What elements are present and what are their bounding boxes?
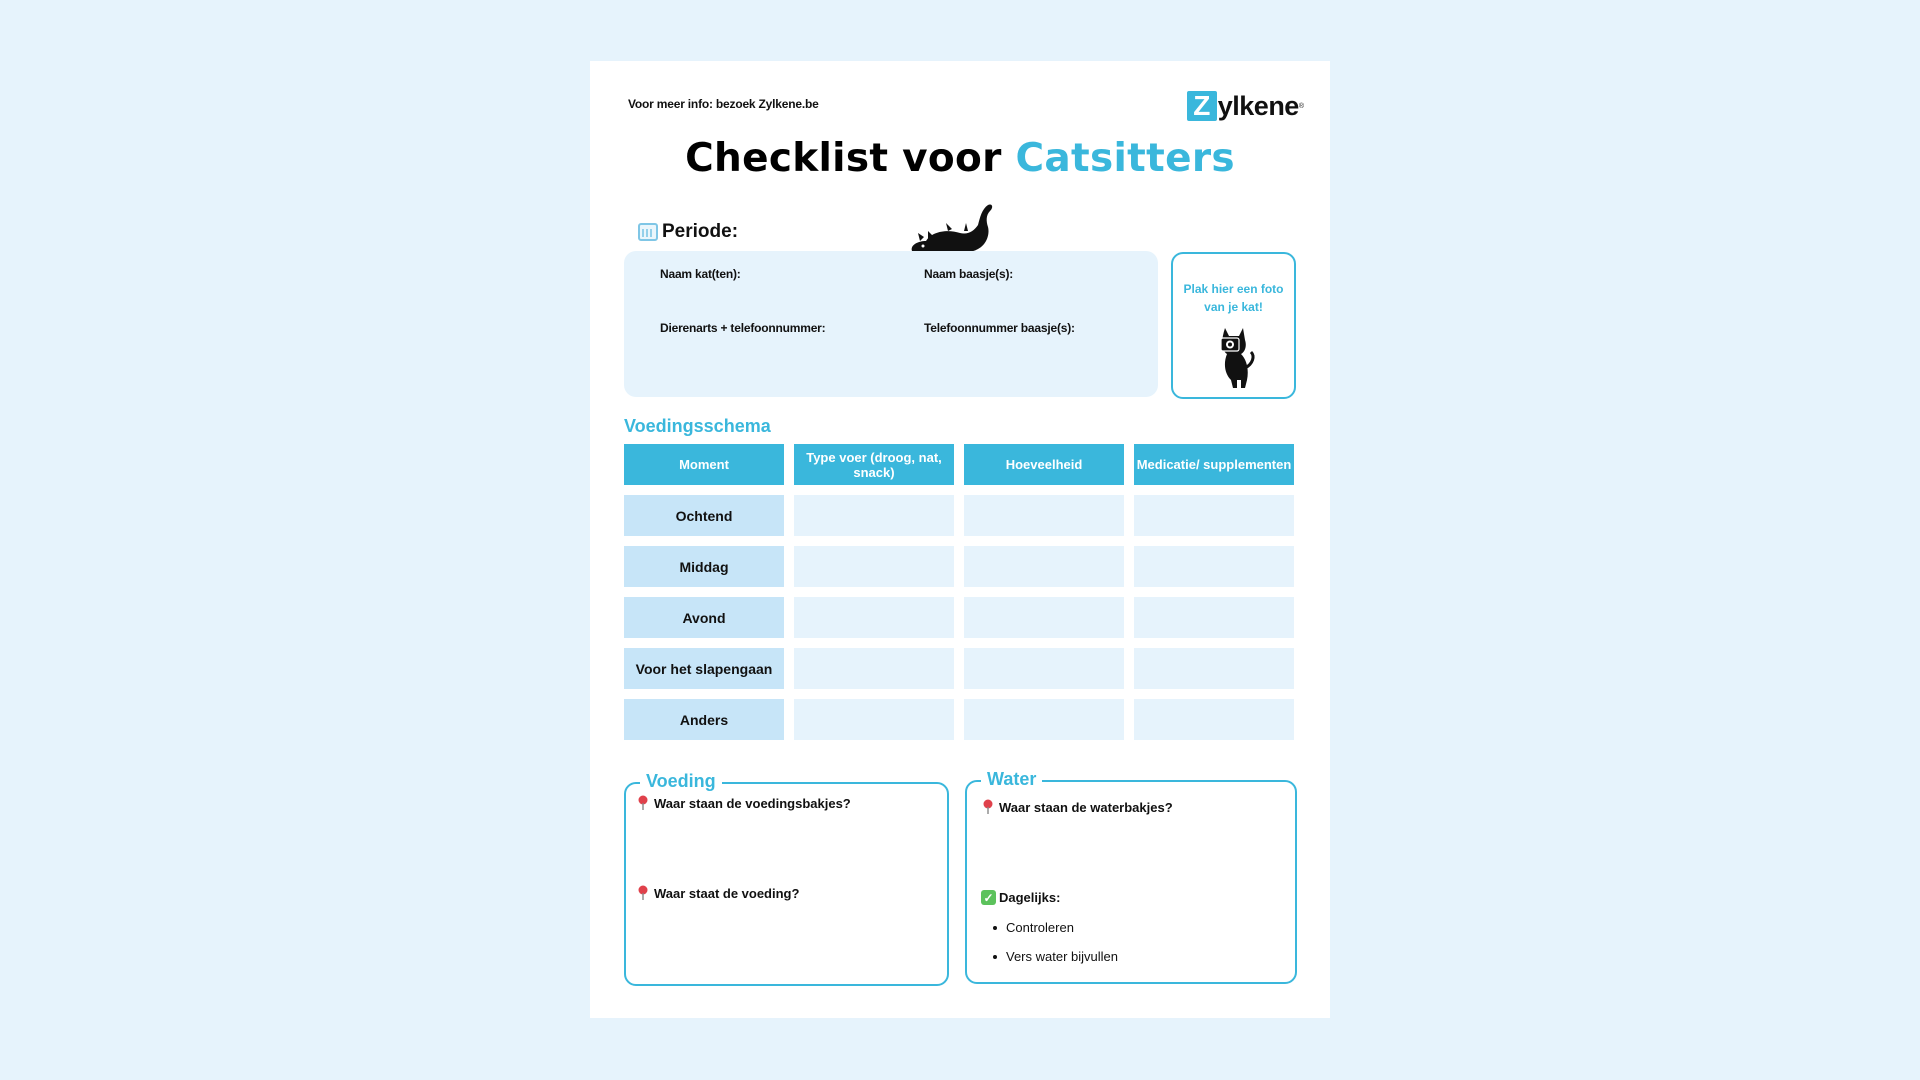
row-label-noon: Middag <box>624 546 784 587</box>
table-cell[interactable] <box>794 597 954 638</box>
cat-info-box <box>624 251 1158 397</box>
table-cell[interactable] <box>1134 495 1294 536</box>
periode-heading <box>638 221 738 243</box>
voeding-question-1-text: Waar staan de voedingsbakjes? <box>654 795 851 811</box>
table-row <box>624 699 1297 740</box>
table-cell[interactable] <box>1134 546 1294 587</box>
voeding-question-2 <box>636 885 799 901</box>
checkmark-icon: ✓ <box>981 890 996 905</box>
daily-heading <box>981 890 1060 905</box>
photo-line-2: van je kat! <box>1204 300 1263 314</box>
logo-text: ylkene <box>1217 90 1299 121</box>
table-row <box>624 546 1297 587</box>
table-cell[interactable] <box>1134 648 1294 689</box>
table-row <box>624 597 1297 638</box>
voeding-question-2-text: Waar staat de voeding? <box>654 885 800 901</box>
header-amount: Hoeveelheid <box>964 444 1124 485</box>
table-cell[interactable] <box>794 546 954 587</box>
header-moment: Moment <box>624 444 784 485</box>
daily-label: Dagelijks: <box>999 890 1061 905</box>
table-cell[interactable] <box>1134 699 1294 740</box>
table-cell[interactable] <box>964 648 1124 689</box>
cat-name-label: Naam kat(ten): <box>660 267 741 281</box>
header-food-type: Type voer (droog, nat, snack) <box>794 444 954 485</box>
zylkene-logo <box>1187 89 1304 123</box>
checklist-page <box>590 61 1330 1018</box>
table-cell[interactable] <box>964 495 1124 536</box>
table-row <box>624 648 1297 689</box>
table-cell[interactable] <box>964 597 1124 638</box>
table-cell[interactable] <box>964 699 1124 740</box>
pin-icon <box>981 799 995 815</box>
title-part2: Catsitters <box>1015 136 1235 181</box>
logo-letter: Z <box>1187 91 1217 121</box>
cat-with-camera-illustration <box>1211 324 1257 390</box>
voeding-card <box>624 771 949 986</box>
row-label-other: Anders <box>624 699 784 740</box>
owner-name-label: Naam baasje(s): <box>924 267 1014 281</box>
periode-label: Periode: <box>662 221 739 242</box>
row-label-bedtime: Voor het slapengaan <box>624 648 784 689</box>
photo-instruction <box>1173 280 1294 316</box>
table-cell[interactable] <box>794 495 954 536</box>
pin-icon <box>636 795 650 811</box>
row-label-morning: Ochtend <box>624 495 784 536</box>
table-cell[interactable] <box>964 546 1124 587</box>
list-item: Controleren <box>993 920 1074 935</box>
photo-box <box>1171 252 1296 399</box>
table-header-row <box>624 444 1297 485</box>
voeding-title: Voeding <box>640 771 722 792</box>
feeding-schedule-table <box>624 444 1297 750</box>
header-medication: Medicatie/ supplementen <box>1134 444 1294 485</box>
info-text: Voor meer info: bezoek Zylkene.be <box>628 97 819 111</box>
row-label-evening: Avond <box>624 597 784 638</box>
water-question-1 <box>981 799 1173 815</box>
water-question-1-text: Waar staan de waterbakjes? <box>999 799 1173 815</box>
owner-phone-label: Telefoonnummer baasje(s): <box>924 321 1075 335</box>
table-cell[interactable] <box>1134 597 1294 638</box>
voeding-question-1 <box>636 795 851 811</box>
table-cell[interactable] <box>794 648 954 689</box>
list-item: Vers water bijvullen <box>993 949 1118 964</box>
page-title <box>590 136 1330 181</box>
logo-registered: ® <box>1298 102 1304 110</box>
lying-cat-illustration <box>908 201 1008 257</box>
title-part1: Checklist voor <box>685 136 1002 181</box>
pin-icon <box>636 885 650 901</box>
table-row <box>624 495 1297 536</box>
vet-phone-label: Dierenarts + telefoonnummer: <box>660 321 826 335</box>
water-title: Water <box>981 769 1042 790</box>
table-cell[interactable] <box>794 699 954 740</box>
feeding-schedule-title: Voedingsschema <box>624 416 771 436</box>
calendar-icon <box>638 223 658 241</box>
water-card <box>965 769 1297 984</box>
photo-line-1: Plak hier een foto <box>1183 282 1284 296</box>
